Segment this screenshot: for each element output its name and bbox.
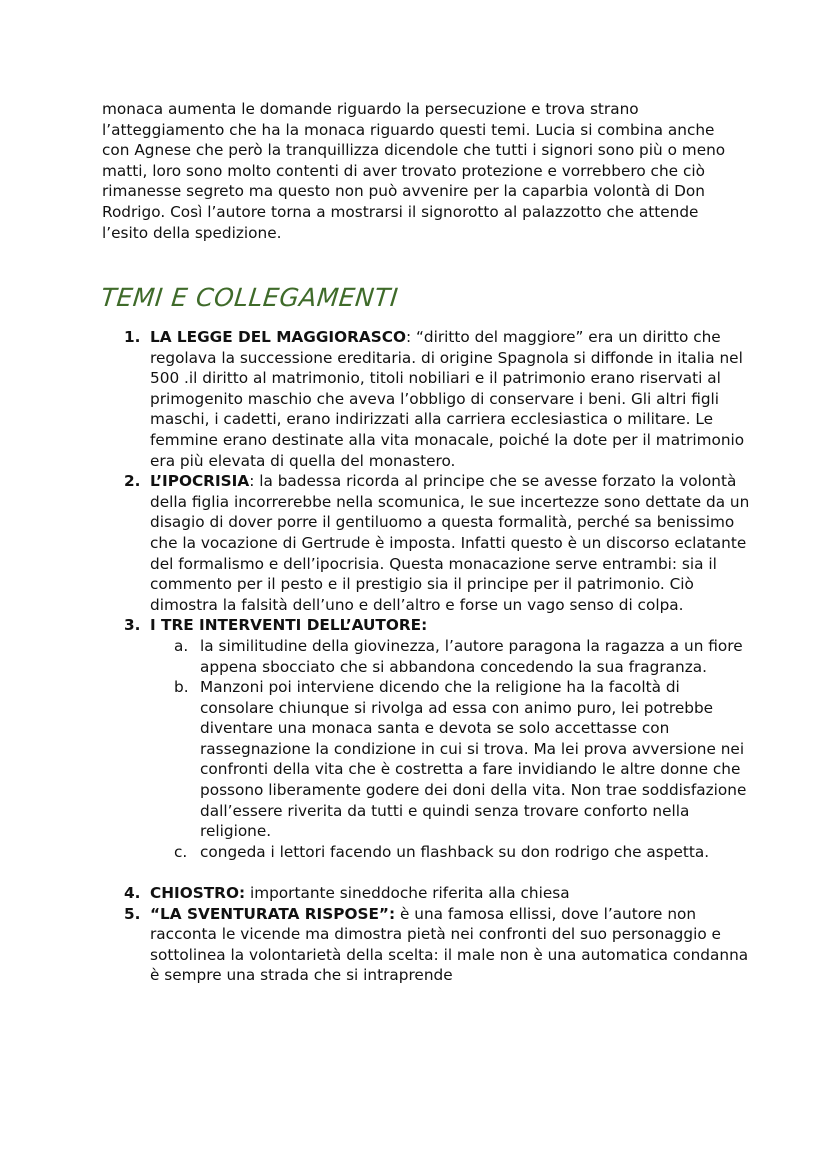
item-text: importante sineddoche riferita alla chiesa (245, 884, 570, 903)
list-item (102, 904, 752, 986)
item-number: 2. (124, 472, 141, 491)
item-label: I TRE INTERVENTI DELL’AUTORE: (150, 616, 428, 635)
item-number: 5. (124, 904, 141, 923)
sub-item-text: la similitudine della giovinezza, l’autore paragona la ragazza a un fiore appena sbocciato che si abbandona concedendo la sua fragranza. (200, 636, 743, 676)
item-label: LA LEGGE DEL MAGGIORASCO (150, 328, 406, 346)
list-item (102, 883, 752, 904)
item-text: : la badessa ricorda al principe che se avesse forzato la volontà della figlia incorrerebbe nella scomunica, le sue incertezze sono dettate da un disagio di dover porre il gentiluomo a questa formalità, perché sa benissimo che la vocazione di Gertrude è imposta. Infatti questo è un discorso eclatante del formalismo e dell’ipocrisia. Questa monacazione serve entrambi: sia il commento per il pesto e il prestigio sia il principe per il patrimonio. Ciò dimostra la falsità dell’uno e dell’altro e forse un vago senso di colpa. (150, 472, 750, 614)
sub-item-letter: b. (174, 678, 189, 697)
item-number: 1. (124, 328, 141, 346)
item-number: 4. (124, 884, 141, 903)
sub-item-letter: a. (174, 636, 189, 655)
list-item (102, 471, 752, 615)
sub-list-item (102, 636, 752, 677)
intro-paragraph: monaca aumenta le domande riguardo la persecuzione e trova strano l’atteggiamento che ha la monaca riguardo questi temi. Lucia si combina anche con Agnese che però la tranquillizza dicendole che tutti i signori sono più o meno matti, loro sono molto contenti di aver trovato protezione e vorrebbero che ciò rimanesse segreto ma questo non può avvenire per la caparbia volontà di Don Rodrigo. Così l’autore torna a mostrarsi il signorotto al palazzotto che attende l’esito della spedizione. (102, 100, 726, 242)
item-label: “LA SVENTURATA RISPOSE”: (150, 904, 396, 923)
item-label: L’IPOCRISIA (150, 472, 250, 491)
list-item (102, 327, 752, 471)
sub-item-text: congeda i lettori facendo un flashback su don rodrigo che aspetta. (200, 842, 710, 861)
sub-item-letter: c. (174, 842, 188, 861)
item-text: : “diritto del maggiore” era un diritto che regolava la successione ereditaria. di origine Spagnola si diffonde in italia nel 500 .il diritto al matrimonio, titoli nobiliari e il patrimonio erano riservati al primogenito maschio che aveva l’obbligo di conservare i beni. Gli altri figli maschi, i cadetti, erano indirizzati alla carriera ecclesiastica o militare. Le femmine erano destinate alla vita monacale, poiché la dote per il matrimonio era più elevata di quella del monastero. (150, 328, 745, 470)
item-number: 3. (124, 616, 141, 635)
item-text: è una famosa ellissi, dove l’autore non racconta le vicende ma dimostra pietà nei confronti del suo personaggio e sottolinea la volontarietà della scelta: il male non è una automatica condanna è sempre una strada che si intraprende (150, 904, 749, 985)
themes-list (102, 327, 752, 986)
list-item (102, 615, 752, 636)
sub-item-text: Manzoni poi interviene dicendo che la religione ha la facoltà di consolare chiunque si rivolga ad essa con animo puro, lei potrebbe diventare una monaca santa e devota se solo accettasse con rassegnazione la condizione in cui si trova. Ma lei prova avversione nei confronti della vita che è costretta a fare invidiando le altre donne che possono liberamente godere dei doni della vita. Non trae soddisfazione dall’essere riverita da tutti e quindi senza trovare conforto nella religione. (200, 678, 747, 841)
sub-list-item (102, 842, 752, 863)
spacer (102, 862, 752, 883)
item-label: CHIOSTRO: (150, 884, 246, 903)
section-heading: TEMI E COLLEGAMENTI (99, 283, 400, 312)
sub-list-item (102, 677, 752, 842)
